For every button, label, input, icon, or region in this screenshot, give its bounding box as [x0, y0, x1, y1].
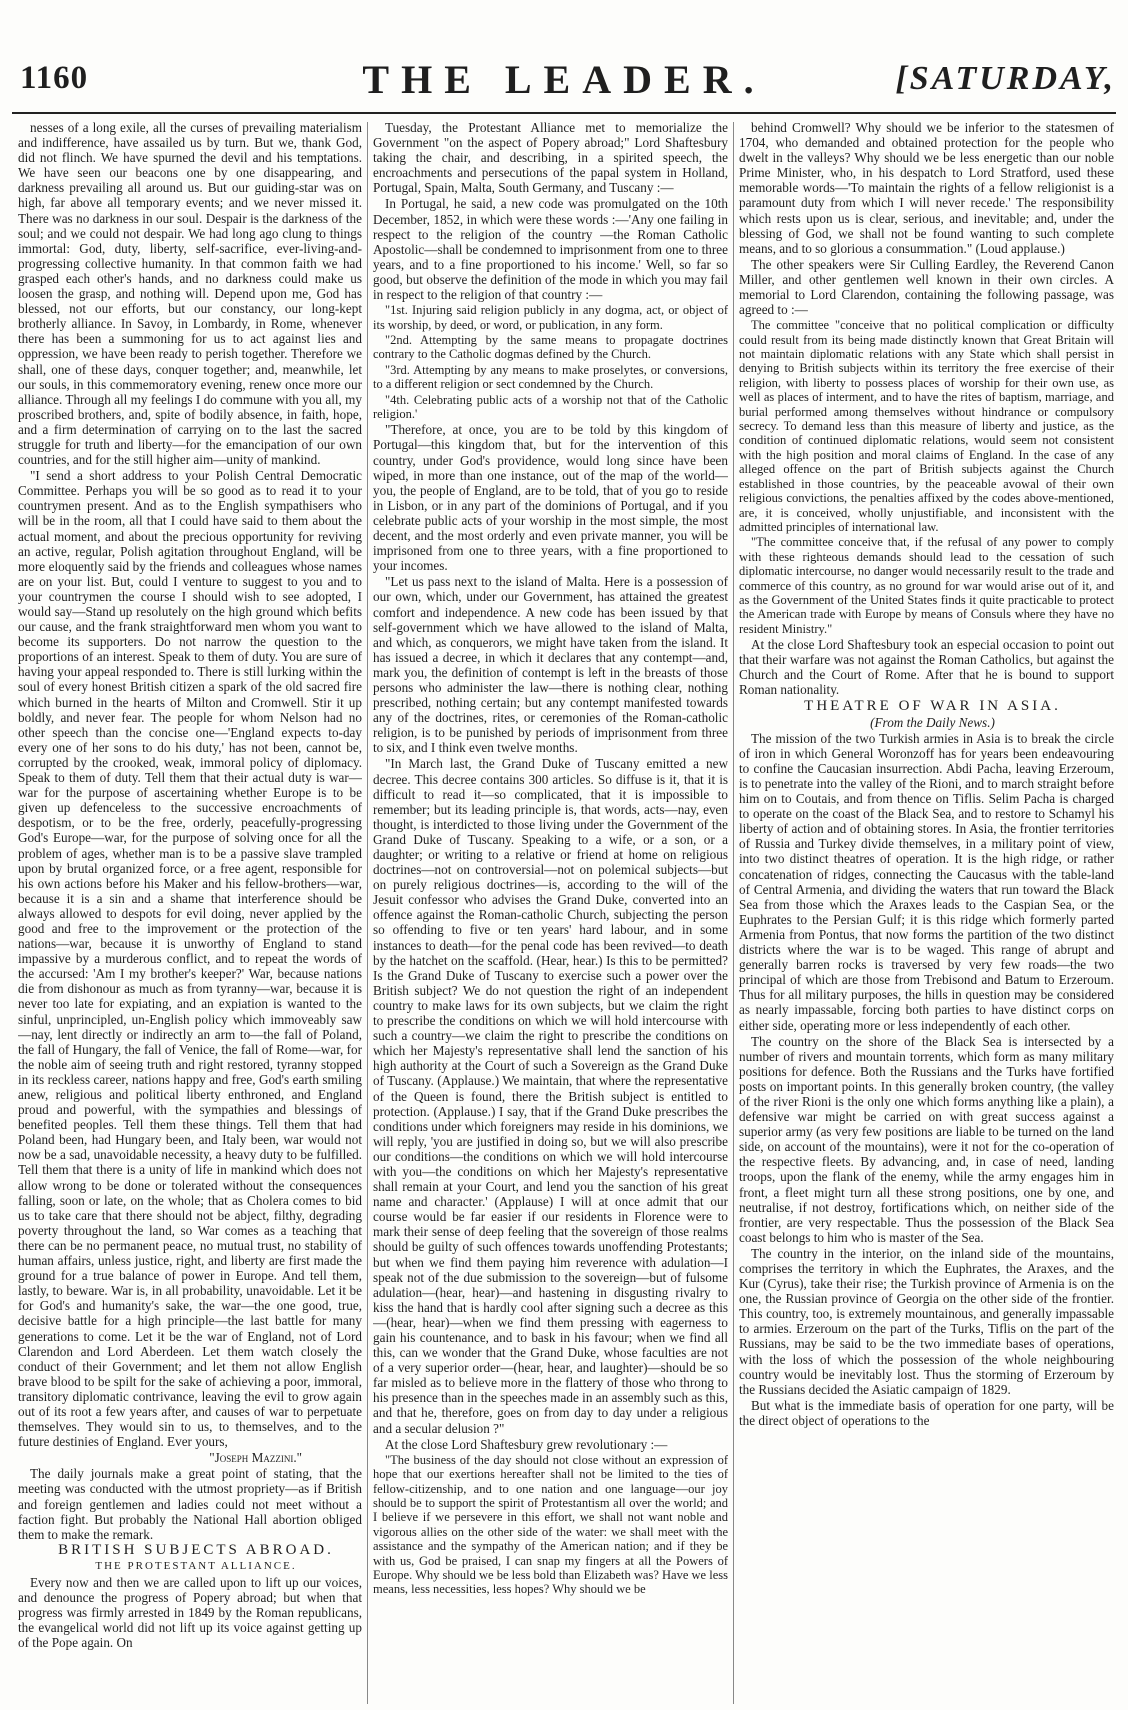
article-source: (From the Daily News.)	[870, 714, 995, 730]
masthead-rule	[12, 112, 1116, 114]
quoted-clause: "4th. Celebrating public acts of a worship not that of the Catholic religion.'	[373, 392, 728, 421]
newspaper-title: THE LEADER.	[362, 57, 766, 102]
signature: "Joseph Mazzini."	[209, 1450, 302, 1466]
article-heading: THEATRE OF WAR IN ASIA.	[804, 697, 1061, 714]
quoted-clause: "2nd. Attempting by the same means to propagate doctrines contrary to the Catholic dogmas defined by the Church.	[373, 332, 728, 362]
paragraph: In Portugal, he said, a new code was promulgated on the 10th December, 1852, in which were these words :—'Any one failing in respect to the religion of the country —the Roman Catholic Apostolic—shall be condemned to imprisonment from one to three years, and to a fine proportioned to his income.' Well, so far so good, but observe the definition of the mode in which you may fail in respect to the religion of that country :—	[373, 196, 728, 303]
quoted-clause: "3rd. Attempting by any means to make proselytes, or conversions, to a different religion or sect condemned by the Church.	[373, 362, 728, 392]
column-divider	[733, 122, 734, 1704]
paragraph: But what is the immediate basis of operation for one party, will be the direct object of operations to the	[739, 1397, 1114, 1428]
paragraph: The other speakers were Sir Culling Eardley, the Reverend Canon Miller, and other gentlemen well known in their own circles. A memorial to Lord Clarendon, containing the following passage, was agreed to :—	[739, 256, 1114, 318]
paragraph: At the close Lord Shaftesbury grew revolutionary :—	[385, 1436, 668, 1452]
quoted-memorial: The committee "conceive that no political complication or difficulty could result from its being made distinctly known that Great Britain will not maintain diplomatic relations with any State which shall persist in denying to British subjects within its territory the free exercise of their religion, with liberty to possess places of worship for their own use, as well as places of interment, and to have the rites of baptism, marriage, and burial performed among themselves without hindrance or compulsory secrecy. To demand less than this measure of liberty and justice, as the condition of continued diplomatic relations, would seem not consistent with the high position and moral claims of England. In the case of any alleged offence on the part of British subjects against the Church established in those countries, by the peaceable avowal of their own religious convictions, the penalties affixed by the codes above-mentioned, are, it is conceived, wholly unjustifiable, and inconsistent with the admitted principles of international law.	[739, 318, 1114, 534]
paragraph: The mission of the two Turkish armies in Asia is to break the circle of iron in which General Woronzoff has for years been endeavouring to confine the Caucasian insurrection. Abdi Pacha, leaving Erzeroum, is to penetrate into the valley of the Rioni, and to march straight before him on to Coutais, and from thence on Tiflis. Selim Pacha is charged to operate on the coast of the Black Sea, and to restore to Schamyl his liberty of action and of obtaining stores. In Asia, the frontier territories of Russia and Turkey divide themselves, in a military point of view, into two distinct theatres of operation. It is the high ridge, or rather concatenation of ridges, connecting the Caucasus with the table-land of Central Armenia, and dividing the waters that run toward the Black Sea from those which the Araxes leads to the Caspian Sea, or the Euphrates to the Persian Gulf; it is this ridge which formerly parted Armenia from Pontus, that now forms the partition of the two distinct districts where the war is to be waged. This range of abrupt and generally barren rocks is traversed by very few roads—the two principal of which are those from Trebisond and Batum to Erzeroum. Thus for all military purposes, the hills in question may be considered as nearly impassable, forcing both parties to have distinct corps on either side, operating more or less independently of each other.	[739, 730, 1114, 1033]
column-divider	[367, 122, 368, 1704]
paragraph: Every now and then we are called upon to lift up our voices, and denounce the progress of Popery abroad; but when that progress was firmly arrested in 1849 by the Roman republicans, the evangelical world did not lift up its voice against getting up of the Pope again. On	[18, 1575, 362, 1651]
paragraph: At the close Lord Shaftesbury took an especial occasion to point out that their warfare was not against the Roman Catholics, but against the Church and the Court of Rome. After that he is bound to support Roman nationality.	[739, 637, 1114, 698]
column-2	[373, 120, 728, 1705]
paragraph: "In March last, the Grand Duke of Tuscany emitted a new decree. This decree contains 300 articles. So diffuse is it, that it is difficult to read it—so complicated, that it is impossible to remember; but its leading principle is, that words, acts—nay, even thought, is interdicted to those living under the Government of the Grand Duke of Tuscany. Speaking to a wife, or a son, or a daughter; or writing to a relative or friend at home on religious doctrines—not on controversial—not on polemical subjects—but on purely religious doctrines—is, according to the will of the Jesuit confessor who advises the Grand Duke, converted into an offence against the Roman-catholic Church, subjecting the person so offending to five or ten years' hard labour, and in some instances to death—for the penal code has been revived—to death by the hatchet on the scaffold. (Hear, hear.) Is this to be permitted? Is the Grand Duke of Tuscany to exercise such a power over the British subject? We do not question the right of an independent country to make laws for its own subjects, but we claim the right to prescribe the conditions on which we will hold intercourse with such a country—we claim the right to prescribe the conditions on which her Majesty's representative shall lend the sanction of his high authority at the Court of such a Sovereign as the Grand Duke of Tuscany. (Applause.) We maintain, that where the representative of the Queen is found, there the British subject is entitled to protection. (Applause.) I say, that if the Grand Duke prescribes the conditions under which foreigners may reside in his dominions, we will reply, 'you are justified in doing so, but we will also prescribe our conditions—the conditions on which we will hold intercourse with you—the conditions on which her Majesty's representative shall remain at your Court, and lend you the sanction of his great name and character.' (Applause) I will at once admit that our course would be far easier if our residents in Florence were to mark their sense of deep feeling that the sovereign of those realms should be guilty of such offences towards unoffending Protestants; but when we find them paying him reverence with adulation—I speak not of the due submission to the sovereign—but of fulsome adulation—(hear, hear)—and hastening in disgusting rivalry to kiss the hand that is hardly cool after signing such a decree as this—(hear, hear)—when we find them pressing with eagerness to gain his countenance, and to bask in his favour; when we find all this, can we wonder that the Grand Duke, whose faculties are not of a very superior order—(hear, hear, and laughter)—should be so far misled as to believe more in the flattery of those who throng to his presence than in the speeches made in an assembly such as this, and that he, therefore, goes on from day to day under a religious and a secular delusion ?"	[373, 756, 728, 1436]
paragraph: The country in the interior, on the inland side of the mountains, comprises the territory in which the Euphrates, the Araxes, and the Kur (Cyrus), take their rise; the Turkish province of Armenia is on the one, the Russian province of Georgia on the other side of the frontier. This country, too, is extremely mountainous, and generally impassable to armies. Erzeroum on the part of the Turks, Tiflis on the part of the Russians, may be said to be the two immediate bases of operations, with the loss of which the possession of the whole neighbouring country would be inevitably lost. Thus the storming of Erzeroum by the Russians decided the Asiatic campaign of 1829.	[739, 1245, 1114, 1397]
quoted-memorial: "The committee conceive that, if the refusal of any power to comply with these righteous demands should lead to the cessation of such diplomatic intercourse, no danger would necessarily result to the trade and commerce of this country, as no ground for war would arise out of it, and as the Government of the United States finds it quite practicable to protect the American trade with Europe by means of Consuls where they have no resident Ministry."	[739, 535, 1114, 636]
column-3	[739, 120, 1114, 1705]
paragraph: nesses of a long exile, all the curses of prevailing materialism and indifference, have assailed us by turn. But we, thank God, did not flinch. We have spurned the devil and his temptations. We have seen our beacons one by one disappearing, and darkness prevailing all around us. But our guiding-star was on high, far above all temporary events; and we never missed it. There was no darkness in our soul. Despair is the darkness of the soul; and we could not despair. We had long ago clung to things immortal: God, duty, liberty, self-sacrifice, ever-living-and-progressing collective humanity. In that common faith we had grasped each other's hands, and no darkness could make us loosen the grasp, and nothing will. Depend upon me, God has blessed, not our efforts, but our constancy, our long-kept brotherly alliance. In Savoy, in Lombardy, in Rome, whenever there has been a summoning for us to act against lies and oppression, we have been ready to perish together. Therefore we shall, one of these days, conquer together; and, meanwhile, let our souls, in this commemoratory evening, renew once more our alliance. Through all my feelings I do commune with you all, my proscribed brothers, and, spite of bodily absence, in faith, hope, and a firm determination of carrying on to the last the sacred struggle for truth and liberty—for the emancipation of our own countries, and for the still higher aim—unity of mankind.	[18, 120, 362, 468]
dateline: [SATURDAY,	[895, 60, 1116, 97]
article-subheading: THE PROTESTANT ALLIANCE.	[95, 1559, 297, 1572]
paragraph: Tuesday, the Protestant Alliance met to memorialize the Government "on the aspect of Popery abroad;" Lord Shaftesbury taking the chair, and describing, in a spirited speech, the encroachments and persecutions of the papal system in Holland, Portugal, Spain, Malta, South Germany, and Tuscany :—	[373, 120, 728, 196]
column-1	[18, 120, 362, 1705]
paragraph: "Therefore, at once, you are to be told by this kingdom of Portugal—this kingdom that, but for the intervention of this country, under God's providence, would long since have been wiped, in more than one instance, out of the map of the world—you, the people of England, are to be told, that of you go to reside in Lisbon, or in any part of the dominions of Portugal, and if you celebrate public acts of your worship in the most simple, the most decent, and the most orderly and even private manner, you will be imprisoned from one to three years, with a fine proportioned to your incomes.	[373, 422, 728, 574]
paragraph: "I send a short address to your Polish Central Democratic Committee. Perhaps you will be so good as to read it to your countrymen present. And as to the English sympathisers who will be in the room, all that I could have said to them about the actual moment, and about the precious opportunity for reviving an active, regular, Polish agitation throughout England, will be more eloquently said by the friends and colleagues whose names are on your list. But, could I venture to suggest to you and to your countrymen the course I should wish to see adopted, I would say—Stand up resolutely on the high ground which befits our cause, and the frank straightforward men whom you want to become its supporters. Do not narrow the question to the proportions of an interest. Speak to them of duty. You are sure of having your appeal responded to. There is still lurking within the soul of every honest British citizen a spark of the old sacred fire which burned in the hearts of Milton and Cromwell. Stir it up boldly, and never fear. The people for whom Nelson had no other speech than the concise one—'England expects to-day every one of her sons to do his duty,' has not been, cannot be, corrupted by the crooked, weak, immoral policy of diplomacy. Speak to them of duty. Tell them that their actual duty is war—war for the purpose of ascertaining whether Europe is to be given up defenceless to the successive encroachments of despotism, or to be the free, orderly, peacefully-progressing God's Europe—war, for the purpose of solving once for all the problem of ages, whether man is to be a passive slave trampled upon by brutal organized force, or a free agent, responsible for his own actions before his Maker and his fellow-brothers—war, because it is a sin and a shame that interference should be always allowed to despots for evil doing, never applied by the good and free to the improvement or the protection of the nations—war, because it is unworthy of England to stand impassive by a murderous conflict, and to repeat the words of the accursed: 'Am I my brother's keeper?' War, because nations die from dishonour as much as from tyranny—war, because it is never too late for expiating, and an expiation is wanted to the sinful, unprincipled, un-English policy which immoveably saw—nay, lent directly or indirectly an arm to—the fall of Poland, the fall of Hungary, the fall of Venice, the fall of Rome—war, for the noble aim of seeing truth and right restored, tyranny stopped in its reckless career, nations happy and free, God's earth smiling anew, religious and political liberty enthroned, and England proud and powerful, with the sympathies and blessings of benefited peoples. Tell them these things. Tell them that had Poland been, had Hungary been, and Italy been, war would not now be a sad, unavoidable necessity, a heavy duty to be fulfilled. Tell them that there is a unity of life in mankind which does not allow wrong to be done or tolerated without the consequences falling, soon or late, on the whole; that as Cholera comes to bid us to take care that there should not be abject, filthy, degrading poverty throughout the land, so War comes as a teaching that there can be no permanent peace, no mutual trust, no stability of human affairs, unless justice, right, and liberty are first made the ground for a true balance of power in Europe. And tell them, lastly, to beware. War is, in all probability, unavoidable. Let it be for God's and humanity's sake, the war—the one good, true, decisive battle for a high principle—the last battle for many generations to come. Let it be the war of England, not of Lord Clarendon and Lord Aberdeen. Let them watch closely the conduct of their Government; and let them not allow English brave blood to be spilt for the sake of achieving a poor, immoral, transitory diplomatic contrivance, leaving the evil to grow again out of its root a few years after, and causes of war to perpetuate themselves. They would sin to us, to themselves, and to the future destinies of England. Ever yours,	[18, 468, 362, 1450]
paragraph: "Let us pass next to the island of Malta. Here is a possession of our own, which, under our Government, has attained the greatest comfort and independence. A new code has been issued by that self-government which we have allowed to the island of Malta, and which, as conquerors, we might have taken from the island. It has issued a decree, in which it declares that any contempt—and, mark you, the definition of contempt is left in the breasts of those persons who administer the law—there is nothing clear, nothing prescribed, nothing certain; but any contempt manifested towards any of the doctrines, rites, or ceremonies of the Roman-catholic religion, is to be punished by periods of imprisonment from three to six, and I think even twelve months.	[373, 574, 728, 756]
article-heading: BRITISH SUBJECTS ABROAD.	[58, 1541, 334, 1558]
masthead	[0, 52, 1128, 112]
quoted-clause: "1st. Injuring said religion publicly in any dogma, act, or object of its worship, by deed, or word, or publication, in any form.	[373, 303, 728, 332]
paragraph: The daily journals make a great point of stating, that the meeting was conducted with the utmost propriety—as if British and foreign gentlemen and ladies could not meet without a faction fight. But probably the National Hall abortion obliged them to make the remark.	[18, 1466, 362, 1542]
page-number: 1160	[20, 60, 89, 96]
paragraph: "The business of the day should not close without an expression of hope that our exertions hereafter shall not be limited to the ties of fellow-citizenship, and to one nation and one language—our joy should be to support the spirit of Protestantism all over the world; and I believe if we persevere in this effort, we shall not want noble and vigorous allies on the other side of the water: we shall meet with the assistance and the sympathy of the American nation; and if they be with us, God be praised, I can snap my fingers at all the Powers of Europe. Why should we be less bold than Elizabeth was? Have we less means, less necessities, less hopes? Why should we be	[373, 1452, 728, 1597]
paragraph: behind Cromwell? Why should we be inferior to the statesmen of 1704, who demanded and obtained protection for the people who dwelt in the valleys? Why should we be less energetic than our noble Prime Minister, who, in his despatch to Lord Stratford, used these memorable words—'To maintain the rights of a fellow religionist is a paramount duty from which I will never recede.' The responsibility which rests upon us is clear, serious, and inevitable; and, under the blessing of God, we shall not be found wanting to such complete means, and to so glorious a consummation." (Loud applause.)	[739, 120, 1114, 256]
paragraph: The country on the shore of the Black Sea is intersected by a number of rivers and mountain torrents, which form as many military positions for defence. Both the Russians and the Turks have fortified posts on important points. In this generally broken country, (the valley of the river Rioni is the only one which forms anything like a plain), a defensive war might be carried on with great success against a superior army (as very few positions are liable to be turned on the land side, on account of the mountains), were it not for the co-operation of the respective fleets. By advancing, and, in case of need, landing troops, upon the flank of the enemy, while the army engages him in front, a fleet might turn all these strong positions, one by one, and neutralise, if not destroy, fortifications which, on neither side of the frontier, are very respectable. Thus the possession of the Black Sea coast belongs to him who is master of the Sea.	[739, 1033, 1114, 1245]
